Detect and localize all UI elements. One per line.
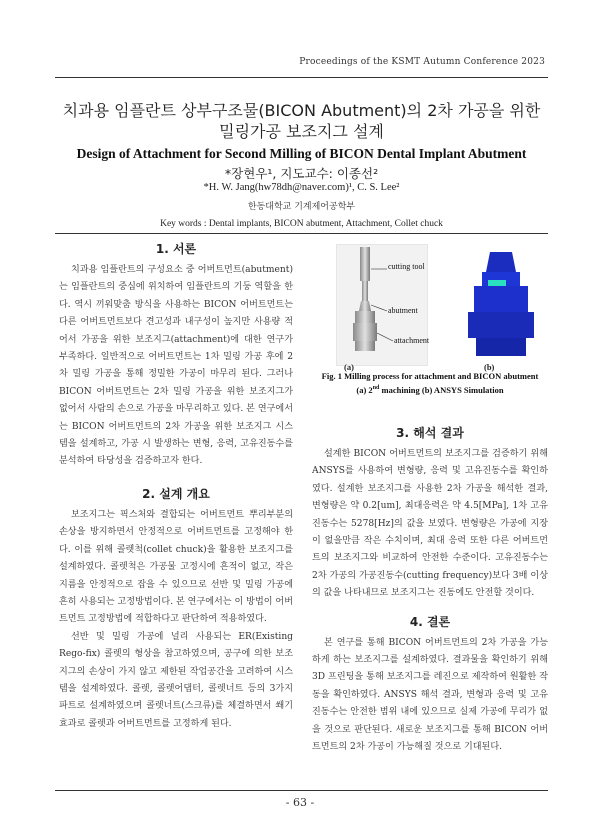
section-conclusion-paragraph: 본 연구를 통해 BICON 어버트먼트의 2차 가공을 가능하게 하는 보조지그를 설계하였다. 결과물을 확인하기 위해 3D 프린팅을 통해 보조지그를 레진으로 제작하여 원활한 작동을 확인하였다. ANSYS 해석 결과, 변형과 응력 및 고유진동수는 안전한 범위 내에 있으므로 실제 가공에 무리가 없을 것으로 판단된다. 새로운 보조지그를 통해 BICON 어버트먼트의 2차 가공이 가능해질 것으로 기대된다. xyxy=(312,637,548,753)
collet-base xyxy=(355,341,375,351)
collet-body xyxy=(353,323,377,341)
section-results-paragraph: 설계한 BICON 어버트먼트의 보조지그를 검증하기 위해 ANSYS를 사용하여 변형량, 응력 및 고유진동수를 확인하였다. 설계한 보조지그를 사용한 2차 가공을 해석한 결과, 변형량은 약 0.2[um], 최대응력은 약 4.5[MPa], 1차 고유진동수는 5278[Hz]의 값을 보였다. 변형량은 가공에 지장이 없을만큼 작은 수치이며, 최대 응력 또한 다른 어버트먼트의 보조지그와 비교하여 안전한 수준이다. 고유진동수는 2차 가공의 가공진동수(cutting frequency)보다 3배 이상의 값을 나타내므로 보조지그는 진동에도 안전할 것이다. xyxy=(312,449,548,599)
caption-superscript: nd xyxy=(372,384,380,391)
section-results-heading: 3. 해석 결과 xyxy=(396,426,464,440)
section-intro-heading: 1. 서론 xyxy=(155,242,197,256)
affiliation: 한동대학교 기계제어공학부 xyxy=(247,202,356,212)
figure-caption xyxy=(310,371,550,396)
proceedings-title: Proceedings of the KSMT Autumn Conference 2023 xyxy=(299,57,545,67)
subfigure-b-label: (b) xyxy=(484,362,495,372)
label-abutment: abutment xyxy=(388,306,418,315)
caption-part-a: (a) 2 xyxy=(356,384,373,395)
sim-collet-nut xyxy=(474,286,528,312)
label-cutting-tool: cutting tool xyxy=(388,262,425,271)
authors-korean: *장현우¹, 지도교수: 이종선² xyxy=(224,166,379,181)
section-conclusion-heading: 4. 결론 xyxy=(409,614,451,629)
sim-collet-base xyxy=(476,338,526,356)
korean-title xyxy=(55,100,548,142)
collet-nut xyxy=(355,311,375,323)
figure-caption-line1: Fig. 1 Milling process for attachment and BICON abutment xyxy=(321,371,539,381)
subfigure-a-label: (a) xyxy=(344,362,354,372)
label-attachment: attachment xyxy=(394,336,430,345)
left-column xyxy=(59,240,293,733)
footer-rule xyxy=(55,790,548,791)
page-number: - 63 - xyxy=(285,796,315,809)
tool-tip xyxy=(362,281,368,301)
section-design-paragraph-2: 선반 및 밀링 가공에 널리 사용되는 ER(Existing Rego-fix) 콜렛의 형상을 참고하였으며, 공구에 의한 보조지그의 손상이 가지 않고 제한된 작업공간을 고려하여 시스템을 설계하였다. 콜렛, 콜렛어댑터, 콜렛너트 등의 3가지 파트로 설계하였으며 콜렛너트(스크류)를 체결하면서 쐐기효과로 콜렛과 어버트먼트를 고정하게 된다. xyxy=(59,631,293,729)
right-column xyxy=(312,424,548,757)
keywords-rule xyxy=(55,233,548,234)
caption-part-b: machining (b) ANSYS Simulation xyxy=(379,384,504,395)
figure-1b-image xyxy=(460,250,542,362)
korean-title-line2: 밀링가공 보조지그 설계 xyxy=(219,122,384,141)
section-design-paragraph-1: 보조지그는 픽스처와 결합되는 어버트먼트 뿌리부분의 손상을 방지하면서 안정적으로 어버트먼트를 고정해야 한다. 이를 위해 콜렛척(collet chuck)을 활용한 보조지그를 설계하였다. 콜렛척은 가공물 고정시에 흔적이 없고, 작은 지름을 안정적으로 잡을 수 있으므로 선반 및 밀링 가공에 흔히 사용되는 고정방법이다. 본 연구에서는 이 방법이 어버트먼트 고정방법에 적합하다고 판단하여 적용하였다. xyxy=(59,509,293,625)
section-intro-paragraph: 치과용 임플란트의 구성요소 중 어버트먼트(abutment)는 임플란트의 중심에 위치하여 임플란트의 기둥 역할을 한다. 역시 끼워맞춤 방식을 사용하는 BICON 어버트먼트는 다른 어버트먼트보다 견고성과 내구성이 높지만 사용량 적어서 가공을 위한 보조지그(attachment)에 대한 연구가 부족하다. 일반적으로 어버트먼트는 1차 밀링 가공 후에 2차 밀링 가공을 통해 정밀한 가공이 마무리 된다. 그러나 BICON 어버트먼트는 2차 밀링 가공을 위한 보조지그가 없어서 사람의 손으로 가공을 마무리하고 있다. 본 연구에서는 BICON 어버트먼트의 2차 가공을 위한 보조지그 시스템을 설계하고, 가공 시 발생하는 변형, 응력, 고유진동수를 분석하여 타당성을 검증하고자 한다. xyxy=(59,265,293,467)
ansys-simulation-drawing xyxy=(460,250,542,362)
tool-shank xyxy=(360,247,370,281)
page-header xyxy=(0,0,600,67)
authors-english: *H. W. Jang(hw78dh@naver.com)¹, C. S. Lee² xyxy=(203,182,400,193)
abutment-shape xyxy=(359,301,371,311)
sim-stress-region xyxy=(488,280,506,286)
sim-abutment-top xyxy=(486,252,516,272)
korean-title-line1: 치과용 임플란트 상부구조물(BICON Abutment)의 2차 가공을 위한 xyxy=(62,101,541,120)
sim-collet-body xyxy=(468,312,534,338)
figure-caption-line2 xyxy=(310,383,550,396)
keywords: Key words : Dental implants, BICON abutment, Attachment, Collet chuck xyxy=(160,219,443,229)
english-title: Design of Attachment for Second Milling of BICON Dental Implant Abutment xyxy=(76,146,527,161)
section-design-heading: 2. 설계 개요 xyxy=(142,486,210,501)
header-rule xyxy=(55,77,548,78)
